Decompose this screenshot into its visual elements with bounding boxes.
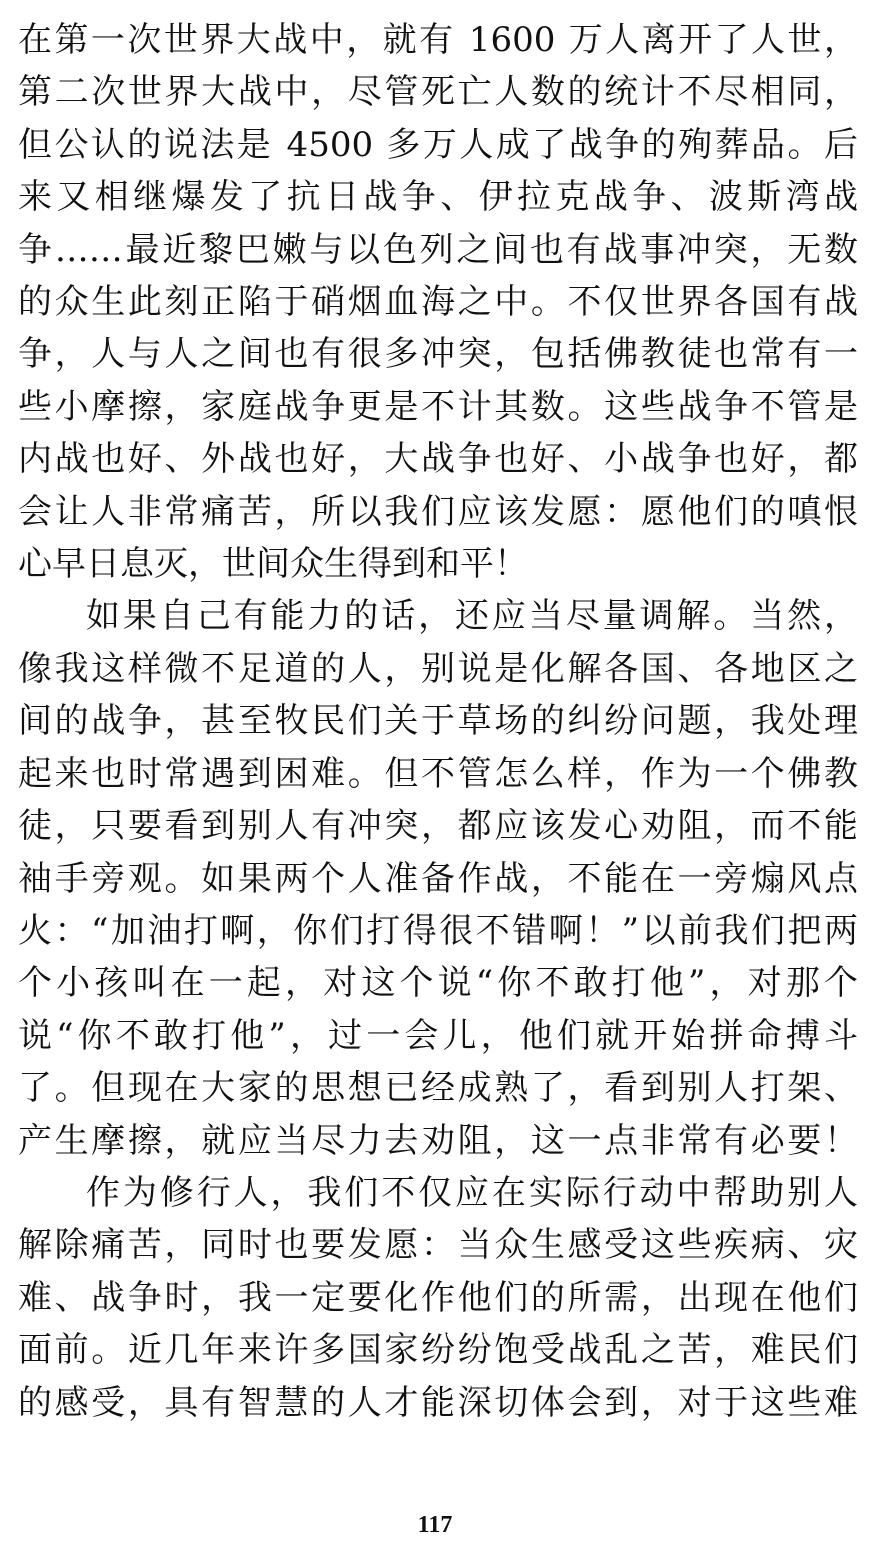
text-line: 难、战争时，我一定要化作他们的所需，出现在他们 [18,1277,858,1318]
text-line: 第二次世界大战中，尽管死亡人数的统计不尽相同， [18,72,858,113]
text-line: 会让人非常痛苦，所以我们应该发愿：愿他们的嗔恨 [18,491,858,532]
text-line: 产生摩擦，就应当尽力去劝阻，这一点非常有必要！ [18,1120,858,1161]
text-line: 个小孩叫在一起，对这个说“你不敢打他”，对那个 [18,963,858,1004]
text-line: 火：“加油打啊，你们打得很不错啊！”以前我们把两 [18,910,858,951]
text-line: 争，人与人之间也有很多冲突，包括佛教徒也常有一 [18,334,858,375]
text-line: 间的战争，甚至牧民们关于草场的纠纷问题，我处理 [18,701,858,742]
text-line: 的众生此刻正陷于硝烟血海之中。不仅世界各国有战 [18,282,858,323]
page-body [18,14,858,1429]
text-line: 作为修行人，我们不仅应在实际行动中帮助别人 [86,1172,858,1213]
text-line: 在第一次世界大战中，就有 1600 万人离开了人世， [18,20,858,60]
paragraph-3 [18,1167,858,1429]
text-line: 但公认的说法是 4500 多万人成了战争的殉葬品。后 [18,124,858,165]
text-line: 像我这样微不足道的人，别说是化解各国、各地区之 [18,648,858,689]
text-line: 些小摩擦，家庭战争更是不计其数。这些战争不管是 [18,386,858,427]
text-line: 解除痛苦，同时也要发愿：当众生感受这些疾病、灾 [18,1225,858,1266]
text-line: 来又相继爆发了抗日战争、伊拉克战争、波斯湾战 [18,177,858,218]
text-line: 如果自己有能力的话，还应当尽量调解。当然， [86,596,858,637]
page-number: 117 [417,1512,453,1538]
text-line: 面前。近几年来许多国家纷纷饱受战乱之苦，难民们 [18,1330,858,1371]
text-line: 的感受，具有智慧的人才能深切体会到，对于这些难 [18,1382,858,1423]
paragraph-1 [18,14,858,590]
text-line: 内战也好、外战也好，大战争也好、小战争也好，都 [18,439,858,480]
text-line: 徒，只要看到别人有冲突，都应该发心劝阻，而不能 [18,806,858,847]
text-line: 了。但现在大家的思想已经成熟了，看到别人打架、 [18,1068,858,1109]
text-line: 说“你不敢打他”，过一会儿，他们就开始拼命搏斗 [18,1015,858,1056]
text-line: 争……最近黎巴嫩与以色列之间也有战事冲突，无数 [18,229,858,270]
text-line: 心早日息灭，世间众生得到和平！ [18,544,528,585]
text-line: 袖手旁观。如果两个人准备作战，不能在一旁煽风点 [18,858,858,899]
paragraph-2 [18,590,858,1166]
text-line: 起来也时常遇到困难。但不管怎么样，作为一个佛教 [18,753,858,794]
